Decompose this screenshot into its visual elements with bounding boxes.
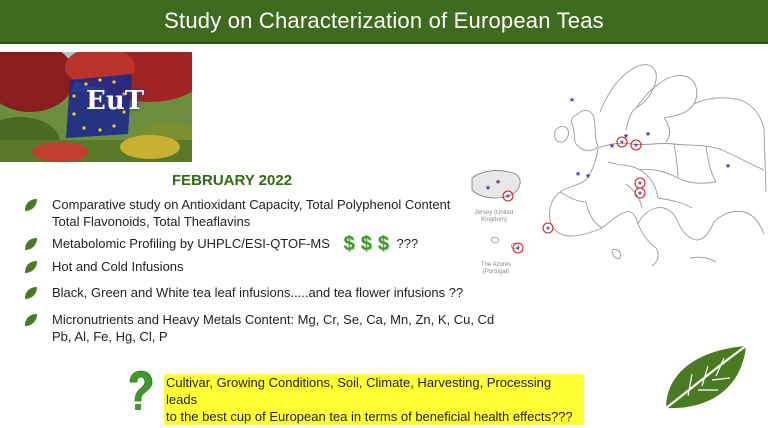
bullet-text-continued: Pb, Al, Fe, Hg, Cl, P [52,329,168,344]
bullet-text-continued: Total Flavonoids, Total Theaflavins [52,214,251,229]
bullet-item-antioxidant [24,196,504,230]
star-marker: ★ [608,142,616,150]
star-marker: ★ [724,162,732,170]
star-marker: ★ [574,170,582,178]
svg-text:★: ★ [545,225,551,232]
svg-text:★: ★ [505,193,511,200]
eut-logo: EuT [86,86,145,116]
star-markers [485,96,731,192]
hero-image [0,52,192,162]
page-title: Study on Characterization of European Teas [164,8,604,33]
dollar-icon: $ [377,233,389,256]
europe-map [460,52,768,282]
conclusion-line-2: to the best cup of European tea in terms of beneficial health effects??? [166,409,573,424]
bullet-item-infusions [24,258,504,275]
leaf-bullet-icon [24,198,38,212]
leaf-bullet-icon [24,260,38,274]
svg-text:★: ★ [515,245,521,252]
conclusion-line-1: Cultivar, Growing Conditions, Soil, Climate, Harvesting, Processing leads [166,375,552,407]
bullet-item-tea-types [24,284,504,301]
bullet-item-micronutrients [24,311,504,345]
date-heading: FEBRUARY 2022 [172,172,293,189]
svg-text:★: ★ [637,180,643,187]
star-marker: ★ [622,132,630,140]
map-label-azores: The Azores (Portugal) [480,262,512,275]
svg-text:★: ★ [619,139,625,146]
bullet-text: Hot and Cold Infusions [52,259,184,274]
leaf-bullet-icon [24,286,38,300]
question-mark-icon [126,370,154,412]
map-label-jersey: Jersey (United Kingdom) [474,210,514,223]
leaf-bullet-icon [24,313,38,327]
star-marker: ★ [484,184,492,192]
bullet-item-metabolomic [24,233,504,256]
dollar-signs [343,233,389,256]
svg-text:★: ★ [637,190,643,197]
bullet-text: Metabolomic Profiling by UHPLC/ESI-QTOF-MS [52,236,330,251]
bullet-text: Black, Green and White tea leaf infusions.....and tea flower infusions ?? [52,285,464,300]
bullet-text: Micronutrients and Heavy Metals Content: Mg, Cr, Se, Ca, Mn, Zn, K, Cu, Cd [52,312,495,327]
leaf-bullet-icon [24,237,38,251]
title-bar [0,0,768,44]
question-marks: ??? [396,236,419,251]
star-marker: ★ [568,96,576,104]
star-marker: ★ [494,178,502,186]
dollar-icon: $ [360,233,372,256]
svg-text:★: ★ [633,142,639,149]
conclusion-highlight [164,374,584,425]
dollar-icon: $ [343,233,355,256]
europe-map-outline [460,52,768,282]
star-marker: ★ [584,172,592,180]
tea-leaf-icon [662,344,748,412]
star-marker: ★ [644,130,652,138]
bullet-text: Comparative study on Antioxidant Capacity, Total Polyphenol Content [52,197,451,212]
